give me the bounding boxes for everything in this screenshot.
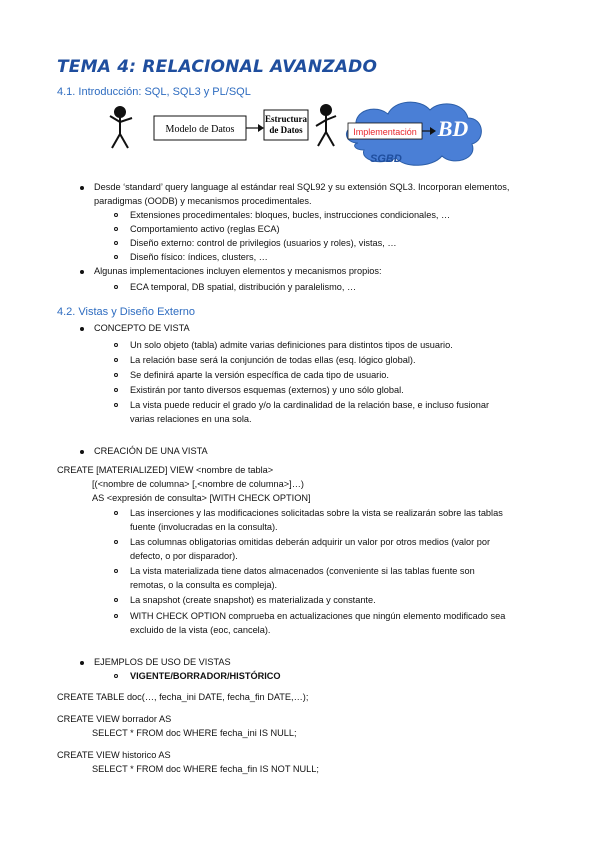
sub-bullet-icon xyxy=(114,614,118,618)
bullet-text: paradigmas (OODB) y mecanismos procedimentales. xyxy=(94,196,312,206)
sub-bullet-text: Las columnas obligatorias omitidas deberán adquirir un valor por otros medios (valor por xyxy=(130,537,491,547)
bullet-icon xyxy=(80,450,84,454)
sub-bullet-text: varias relaciones en una sola. xyxy=(130,414,252,424)
sub-bullet-icon xyxy=(114,285,118,289)
syntax-line: [(<nombre de columna> [,<nombre de columna>]…) xyxy=(92,479,304,489)
bullet-icon xyxy=(80,186,84,190)
sub-bullet-text: remotas, o la consulta es compleja). xyxy=(130,580,278,590)
implementation-label: Implementación xyxy=(353,127,417,137)
ejemplos-sub: VIGENTE/BORRADOR/HISTÓRICO xyxy=(130,671,281,681)
code-line: CREATE TABLE doc(…, fecha_ini DATE, fecha_fin DATE,…); xyxy=(57,692,309,702)
stick-figure-icon xyxy=(110,107,132,148)
sub-bullet-text: La relación base será la conjunción de todas ellas (esq. lógico global). xyxy=(130,355,416,365)
code-line: CREATE VIEW borrador AS xyxy=(57,714,172,724)
bullet-text: Algunas implementaciones incluyen elementos y mecanismos propios: xyxy=(94,266,382,276)
sub-bullet-text: Un solo objeto (tabla) admite varias definiciones para distintos tipos de usuario. xyxy=(130,340,453,350)
sub-bullet-text: fuente (involucradas en la consulta). xyxy=(130,522,278,532)
sub-bullet-text: La vista puede reducir el grado y/o la cardinalidad de la relación base, e incluso fusionar xyxy=(130,400,490,410)
bullet-icon xyxy=(80,270,84,274)
sub-bullet-text: Comportamiento activo (reglas ECA) xyxy=(130,224,280,234)
sub-bullet-icon xyxy=(114,598,118,602)
sub-bullet-icon xyxy=(114,358,118,362)
page-title: TEMA 4: RELACIONAL AVANZADO xyxy=(57,57,378,77)
sub-bullet-text: La vista materializada tiene datos almacenados (conveniente si las tablas fuente son xyxy=(130,566,475,576)
sub-bullet-icon xyxy=(114,241,118,245)
code-line: CREATE VIEW historico AS xyxy=(57,750,171,760)
code-line: SELECT * FROM doc WHERE fecha_fin IS NOT NULL; xyxy=(92,764,319,774)
sub-bullet-icon xyxy=(114,511,118,515)
cloud-label: BD xyxy=(437,116,469,141)
sub-bullet-text: La snapshot (create snapshot) es materializada y constante. xyxy=(130,595,376,605)
implementation-box xyxy=(348,123,422,139)
bullet-icon xyxy=(80,661,84,665)
model-box xyxy=(154,116,246,140)
sub-bullet-text: WITH CHECK OPTION comprueba en actualizaciones que ningún elemento modificado sea xyxy=(130,611,506,621)
sub-bullet-text: Diseño externo: control de privilegios (usuarios y roles), vistas, … xyxy=(130,238,397,248)
ejemplos-label: EJEMPLOS DE USO DE VISTAS xyxy=(94,657,231,667)
structure-box-line2: de Datos xyxy=(269,125,303,135)
stick-figure-icon xyxy=(316,105,336,146)
syntax-line: CREATE [MATERIALIZED] VIEW <nombre de tabla> xyxy=(57,465,274,475)
sub-bullet-icon xyxy=(114,674,118,678)
sub-bullet-text: Extensiones procedimentales: bloques, bucles, instrucciones condicionales, … xyxy=(130,210,451,220)
model-box-label: Modelo de Datos xyxy=(165,124,235,135)
structure-box xyxy=(264,110,308,140)
sub-bullet-icon xyxy=(114,213,118,217)
sgbd-diagram xyxy=(108,98,488,170)
sub-bullet-icon xyxy=(114,227,118,231)
code-line: SELECT * FROM doc WHERE fecha_ini IS NULL; xyxy=(92,728,297,738)
sub-bullet-icon xyxy=(114,388,118,392)
sub-bullet-icon xyxy=(114,569,118,573)
creacion-label: CREACIÓN DE UNA VISTA xyxy=(94,446,208,456)
concepto-label: CONCEPTO DE VISTA xyxy=(94,323,190,333)
section-heading-vistas: 4.2. Vistas y Diseño Externo xyxy=(57,306,195,318)
sgbd-label: SGBD xyxy=(370,153,402,165)
sub-bullet-text: defecto, o por disparador). xyxy=(130,551,238,561)
sub-bullet-text: Las inserciones y las modificaciones solicitadas sobre la vista se realizarán sobre las tablas xyxy=(130,508,503,518)
sub-bullet-icon xyxy=(114,540,118,544)
sub-bullet-text: Diseño físico: índices, clusters, … xyxy=(130,252,268,262)
bullet-icon xyxy=(80,327,84,331)
sub-bullet-text: Existirán por tanto diversos esquemas (externos) y uno sólo global. xyxy=(130,385,404,395)
sub-bullet-text: ECA temporal, DB spatial, distribución y paralelismo, … xyxy=(130,282,357,292)
sub-bullet-text: Se definirá aparte la versión específica de cada tipo de usuario. xyxy=(130,370,389,380)
bullet-text: Desde ‘standard’ query language al estándar real SQL92 y su extensión SQL3. Incorporan elementos, xyxy=(94,182,510,192)
sub-bullet-icon xyxy=(114,343,118,347)
sub-bullet-text: excluido de la vista (eoc, cancela). xyxy=(130,625,271,635)
syntax-line: AS <expresión de consulta> [WITH CHECK OPTION] xyxy=(92,493,311,503)
structure-box-line1: Estructura xyxy=(265,114,307,124)
sub-bullet-icon xyxy=(114,403,118,407)
sub-bullet-icon xyxy=(114,373,118,377)
sub-bullet-icon xyxy=(114,255,118,259)
section-heading-intro: 4.1. Introducción: SQL, SQL3 y PL/SQL xyxy=(57,86,251,98)
